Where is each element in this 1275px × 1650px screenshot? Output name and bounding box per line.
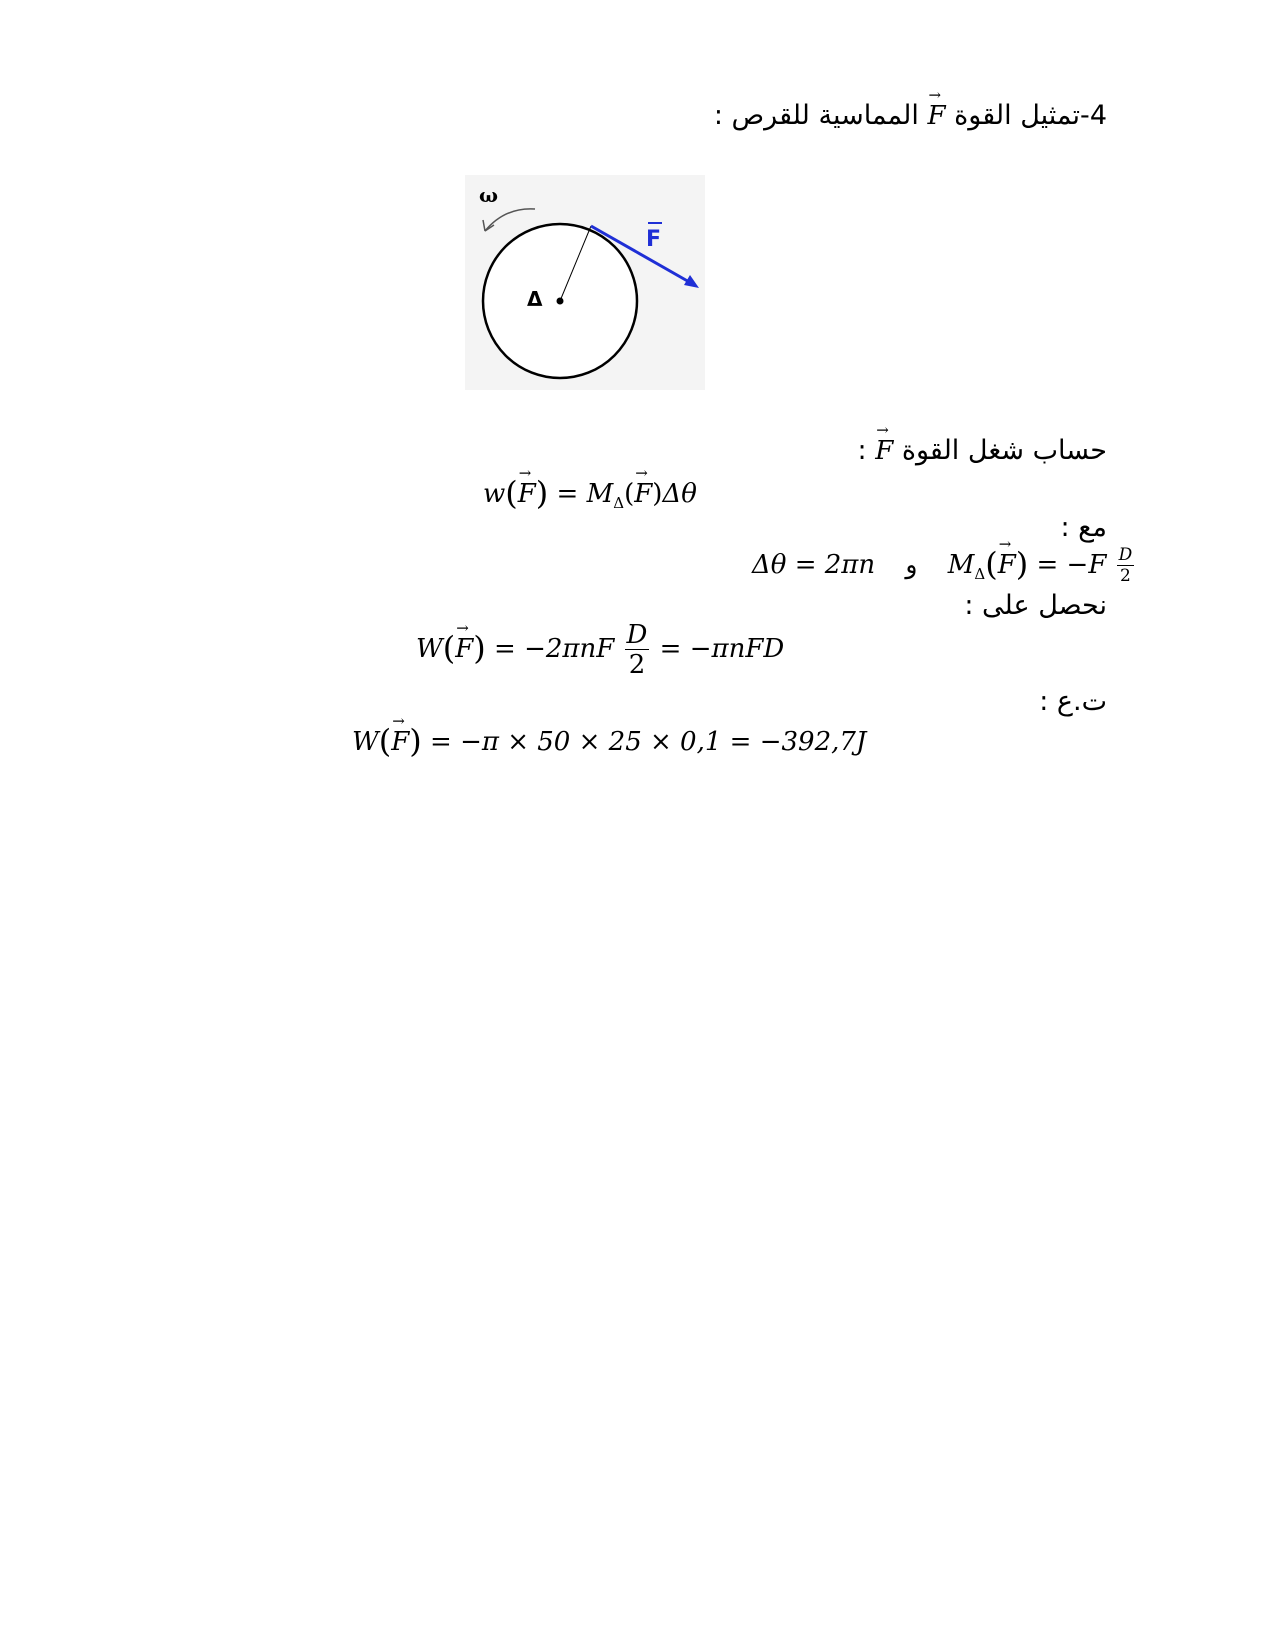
equation-2: Δθ = 2πn و $M_\Delta(\to F) = -F$ $\frac{D}{2}$	[752, 545, 1136, 585]
axis-point	[557, 298, 564, 305]
equation-1: $w(\to F) = M_\Delta(\to F)\Delta\theta$	[483, 474, 697, 512]
eq1-lhs: w	[483, 479, 506, 509]
heading-4-vector-f: → F	[927, 101, 945, 131]
eq3-lhs: W	[416, 634, 443, 664]
equation-4: W(→ F) = −π × 50 × 25 × 0,1 = −392,7J	[352, 722, 866, 760]
eq4-rhs: = −π × 50 × 25 × 0,1 = −392,7J	[430, 727, 867, 757]
eq2-delta-theta: Δθ = 2πn	[752, 550, 876, 580]
eq2-and-word: و	[905, 550, 918, 579]
eq2-moment-sub: Δ	[974, 565, 986, 584]
work-heading-suffix: :	[857, 435, 867, 466]
eq1-delta-theta: Δθ	[662, 479, 697, 509]
eq1-f2: → F	[634, 479, 652, 509]
eq4-lhs: W	[352, 727, 379, 757]
eq2-frac-den: 2	[1120, 566, 1131, 586]
eq2-moment: M	[947, 550, 975, 580]
eq3-rhs: = −πnFD	[659, 634, 785, 664]
heading-4-suffix: المماسية للقرص :	[713, 100, 919, 131]
eq3-frac-num: D	[626, 620, 648, 650]
eq2-fraction	[1117, 547, 1135, 585]
axis-label-delta: Δ	[527, 287, 543, 311]
omega-label: ω	[479, 183, 499, 207]
work-heading-vector-f: → F	[875, 436, 893, 466]
eq4-f: → F	[391, 727, 409, 757]
eq1-equals: =	[556, 479, 579, 509]
application-label: ت.ع :	[1039, 686, 1107, 717]
heading-4-prefix: 4-تمثيل القوة	[954, 100, 1107, 131]
eq2-frac-num: D	[1118, 545, 1133, 565]
eq2-rhs: = −F	[1036, 550, 1107, 580]
section-heading-4	[714, 100, 1107, 131]
with-label: مع :	[1060, 512, 1107, 543]
eq3-frac-den: 2	[628, 650, 646, 680]
disc-force-figure	[465, 175, 705, 390]
eq1-moment-sub: Δ	[613, 494, 625, 513]
eq1-f: → F	[518, 479, 536, 509]
eq3-mid: = −2πnF	[494, 634, 615, 664]
eq2-f: → F	[998, 550, 1016, 580]
obtain-label: نحصل على :	[964, 590, 1107, 621]
work-heading	[857, 435, 1107, 466]
eq3-f: → F	[455, 634, 473, 664]
eq3-fraction	[625, 622, 650, 678]
work-heading-prefix: حساب شغل القوة	[901, 435, 1107, 466]
force-label: F	[646, 227, 662, 252]
equation-3: W(→ F) = −2πnF $\frac{D}{2}$ = −πnFD	[416, 622, 784, 678]
eq1-moment: M	[586, 479, 614, 509]
